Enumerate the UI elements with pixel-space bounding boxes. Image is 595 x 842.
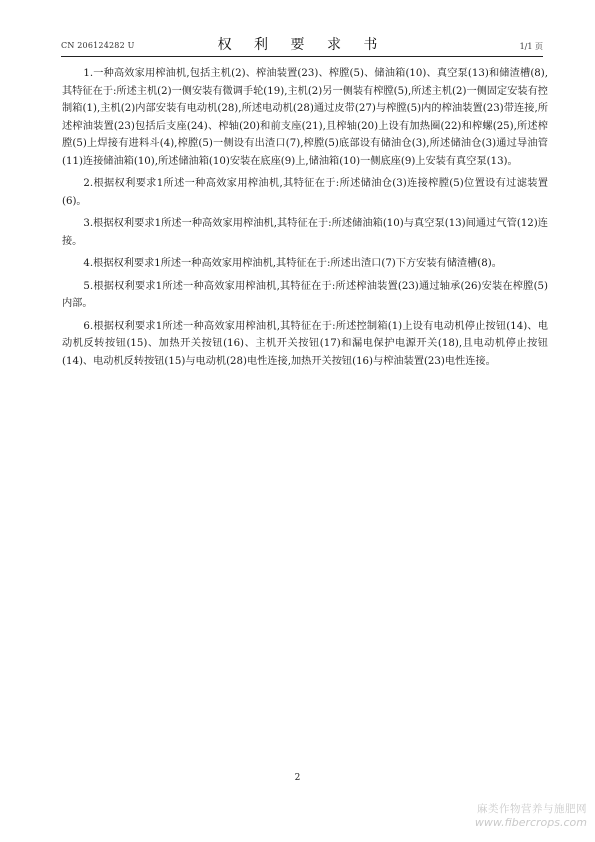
claim-1: 1.一种高效家用榨油机,包括主机(2)、榨油装置(23)、榨膛(5)、储油箱(10)、真空泵(13)和储渣槽(8),其特征在于:所述主机(2)一侧安装有微调手轮(19),主机(2)另一侧装有榨膛(5),所述主机(2)一侧固定安装有控制箱(1),主机(2)内部安装有电动机(28),所述电动机(28)通过皮带(27)与榨膛(5)内的榨油装置(23)带连接,所述榨油装置(23)包括后支座(24)、榨轴(20)和前支座(21),且榨轴(20)上设有加热圈(22)和榨螺(25),所述榨膛(5)上焊接有进料斗(4),榨膛(5)一侧设有出渣口(7),榨膛(5)底部设有储油仓(3),所述储油仓(3)通过导油管(11)连接储油箱(10),所述储油箱(10)安装在底座(9)上,储油箱(10)一侧底座(9)上安装有真空泵(13)。: [62, 68, 548, 167]
watermark-url: www.fibercrops.com: [474, 816, 587, 829]
claim-6: 6.根据权利要求1所述一种高效家用榨油机,其特征在于:所述控制箱(1)上设有电动机停止按钮(14)、电动机反转按钮(15)、加热开关按钮(16)、主机开关按钮(17)和漏电保护电源开关(18),且电动机停止按钮(14)、电动机反转按钮(15)与电动机(28)电性连接,加热开关按钮(16)与榨油装置(23)电性连接。: [62, 320, 548, 367]
document-header: [61, 34, 543, 54]
claim-2: 2.根据权利要求1所述一种高效家用榨油机,其特征在于:所述储油仓(3)连接榨膛(5)位置设有过滤装置(6)。: [62, 178, 548, 207]
claims-body: [62, 65, 548, 375]
document-title: 权 利 要 求 书: [217, 37, 387, 53]
page-count: 1/1 页: [519, 42, 543, 51]
site-watermark: [475, 802, 587, 830]
claim-3: 3.根据权利要求1所述一种高效家用榨油机,其特征在于:所述储油箱(10)与真空泵(13)间通过气管(12)连接。: [62, 218, 548, 247]
watermark-site-name: 麻类作物营养与施肥网: [477, 803, 587, 815]
publication-number: CN 206124282 U: [61, 41, 135, 50]
claim-5: 5.根据权利要求1所述一种高效家用榨油机,其特征在于:所述榨油装置(23)通过轴承(26)安装在榨膛(5)内部。: [62, 280, 548, 309]
claim-4: 4.根据权利要求1所述一种高效家用榨油机,其特征在于:所述出渣口(7)下方安装有储渣槽(8)。: [83, 258, 502, 269]
page-number: 2: [294, 773, 301, 783]
header-divider: [61, 56, 543, 57]
